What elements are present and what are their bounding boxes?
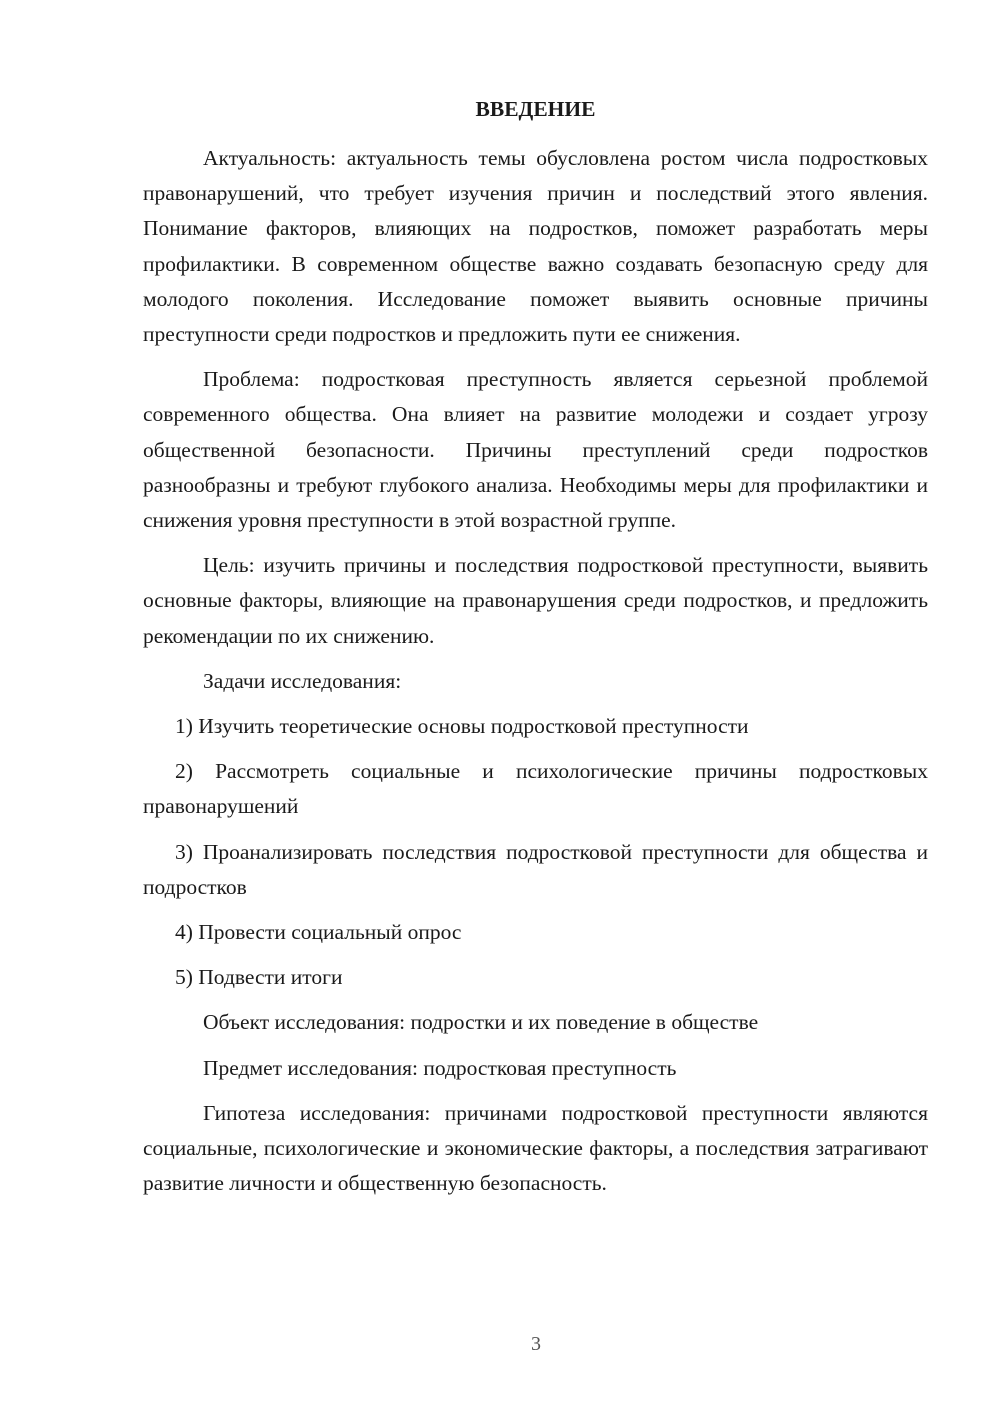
goal-paragraph: Цель: изучить причины и последствия подростковой преступности, выявить основные факторы, влияющие на правонарушения среди подростков, и предложить рекомендации по их снижению.: [143, 553, 928, 648]
task-item: 5) Подвести итоги: [175, 965, 343, 990]
tasks-heading: Задачи исследования:: [203, 668, 402, 693]
problem-paragraph: Проблема: подростковая преступность является серьезной проблемой современного общества. Она влияет на развитие молодежи и создает угрозу общественной безопасности. Причины преступлений среди подростков разнообразны и требуют глубокого анализа. Необходимы меры для профилактики и снижения уровня преступности в этой возрастной группе.: [143, 367, 928, 533]
task-item: 2) Рассмотреть социальные и психологические причины подростковых правонарушений: [143, 759, 928, 819]
research-object: Объект исследования: подростки и их поведение в обществе: [203, 1010, 759, 1035]
task-item: 3) Проанализировать последствия подростковой преступности для общества и подростков: [143, 839, 928, 899]
task-item: 1) Изучить теоретические основы подростковой преступности: [175, 714, 749, 739]
relevance-paragraph: Актуальность: актуальность темы обусловлена ростом числа подростковых правонарушений, что требует изучения причин и последствий этого явления. Понимание факторов, влияющих на подростков, поможет разработать меры профилактики. В современном обществе важно создавать безопасную среду для молодого поколения. Исследование поможет выявить основные причины преступности среди подростков и предложить пути ее снижения.: [143, 146, 928, 347]
hypothesis-paragraph: Гипотеза исследования: причинами подростковой преступности являются социальные, психологические и экономические факторы, а последствия затрагивают развитие личности и общественную безопасность.: [143, 1100, 928, 1196]
document-page: [143, 92, 928, 1211]
section-title: ВВЕДЕНИЕ: [475, 97, 596, 121]
task-item: 4) Провести социальный опрос: [175, 920, 462, 945]
research-subject: Предмет исследования: подростковая преступность: [203, 1055, 677, 1080]
page-number: 3: [531, 1333, 541, 1355]
